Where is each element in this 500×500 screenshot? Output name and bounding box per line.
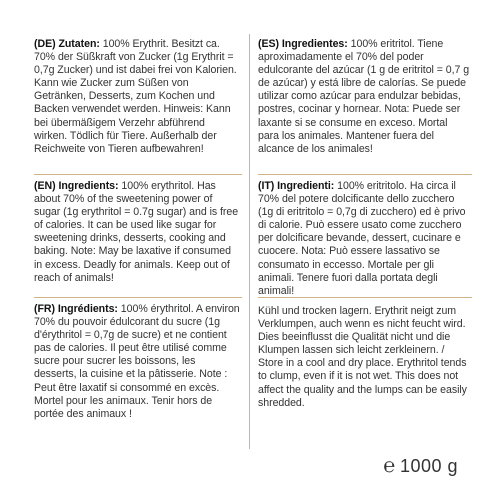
ingredients-es-text: 100% eritritol. Tiene aproximadamente el 70% del poder edulcorante del azúcar (1 g de eritritol = 0,7 g de azúcar) y está libre de calorías. Se puede utilizar como azúcar para endulzar bebidas, postres, cocinar y hornear. Nota: Puede ser laxante si se consume en exceso. Mortal para los animales. Mantener fuera del alcance de los animales! — [258, 38, 470, 155]
row-divider-left-2 — [34, 297, 242, 298]
ingredients-en-text: 100% erythritol. Has about 70% of the sweetening power of sugar (1g erythritol = 0.7g sugar) and is free of calories. It can be used like sugar for sweetening drinks, desserts, cooking and baking. Note: May be laxative if consumed in excess. Deadly for animals. Keep out of reach of animals! — [34, 180, 239, 284]
column-divider — [249, 34, 250, 449]
ingredients-en — [34, 180, 240, 285]
ingredients-it — [258, 180, 470, 298]
ingredients-de — [34, 38, 240, 156]
net-weight — [383, 455, 458, 478]
storage-instructions — [258, 305, 470, 410]
ingredients-it-text: 100% eritritolo. Ha circa il 70% del potere dolcificante dello zucchero (1g di eritritolo = 0,7g di zucchero) ed è privo di calorie. Può essere usato come zucchero per dolcificare bevande, dessert, cucinare e cuocere. Nota: Può essere lassativo se consumato in eccesso. Mortale per gli animali. Tenere fuori dalla portata degli animali! — [258, 180, 466, 297]
ingredients-en-label: (EN) Ingredients: — [34, 180, 119, 192]
ingredients-fr — [34, 303, 240, 421]
row-divider-left-1 — [34, 174, 242, 175]
ingredients-it-label: (IT) Ingredienti: — [258, 180, 335, 192]
ingredients-fr-label: (FR) Ingrédients: — [34, 303, 118, 315]
storage-text: Kühl und trocken lagern. Erythrit neigt zum Verklumpen, auch wenn es nicht feucht wird. Dies beeinflusst die Qualität nicht und die Klumpen lassen sich leicht zerkleinern. / Store in a cool and dry place. Erythritol tends to clump, even if it is not wet. This does not affect the quality and the lumps can be easily shredded. — [258, 305, 467, 409]
ingredients-fr-text: 100% érythritol. A environ 70% du pouvoir édulcorant du sucre (1g d'érythritol = 0,7g de sucre) et ne contient pas de calories. Il peut être utilisé comme sucre pour sucrer les boissons, les desserts, la cuisine et la pâtisserie. Note : Peut être laxatif si consommé en excès. Mortel pour les animaux. Tenir hors de portée des animaux ! — [34, 303, 240, 420]
row-divider-right-1 — [258, 174, 472, 175]
ingredients-es-label: (ES) Ingredientes: — [258, 38, 348, 50]
estimated-sign-icon: ℮ — [383, 455, 396, 477]
ingredients-es — [258, 38, 470, 156]
ingredients-de-label: (DE) Zutaten: — [34, 38, 100, 50]
ingredients-de-text: 100% Erythrit. Besitzt ca. 70% der Süßkraft von Zucker (1g Erythrit = 0,7g Zucker) und ist dabei frei von Kalorien. Kann wie Zucker zum Süßen von Getränken, Desserts, zum Kochen und Backen verwendet werden. Hinweis: Kann bei übermäßigem Verzehr abführend wirken. Tödlich für Tiere. Außerhalb der Reichweite von Tieren aufbewahren! — [34, 38, 237, 155]
net-weight-value: 1000 g — [399, 456, 458, 476]
